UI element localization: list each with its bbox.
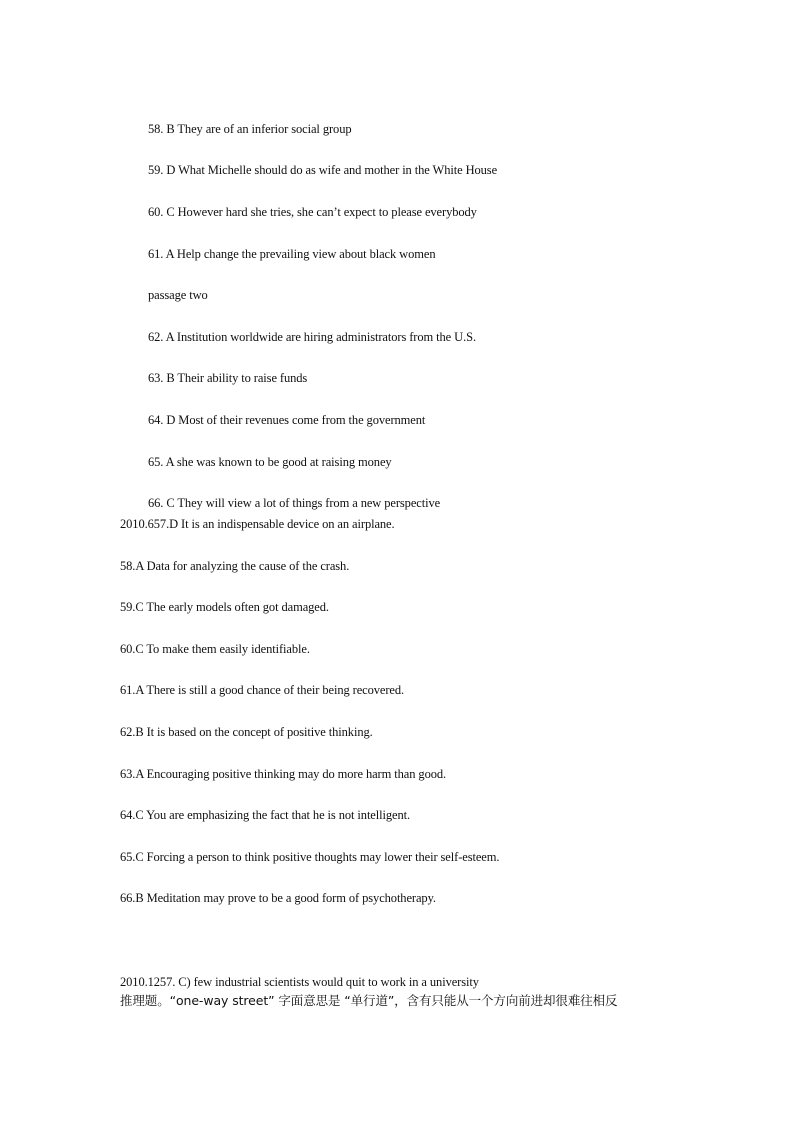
answer-line: 65.C Forcing a person to think positive thoughts may lower their self-esteem. [120,850,500,864]
answer-line: 63. B Their ability to raise funds [148,371,308,385]
answer-line: 61.A There is still a good chance of their being recovered. [120,683,405,697]
answer-line: 64.C You are emphasizing the fact that he is not intelligent. [120,808,411,822]
explanation-text: 推理题。“one-way street” 字面意思是 “单行道”，含有只能从一个方向前进却很难往相反 [120,993,618,1008]
answer-line: 2010.1257. C) few industrial scientists would quit to work in a university [120,975,479,989]
answer-line: 59. D What Michelle should do as wife and mother in the White House [148,163,498,177]
answer-line: 58. B They are of an inferior social group [148,122,352,136]
answer-line: 59.C The early models often got damaged. [120,600,329,614]
answer-line: 63.A Encouraging positive thinking may do more harm than good. [120,767,447,781]
answer-line: 60. C However hard she tries, she can’t expect to please everybody [148,205,477,219]
answer-line: 66. C They will view a lot of things from a new perspective [148,496,441,510]
answer-line: 61. A Help change the prevailing view about black women [148,247,436,261]
answer-line: 66.B Meditation may prove to be a good form of psychotherapy. [120,891,436,905]
answer-line: 62.B It is based on the concept of positive thinking. [120,725,373,739]
answer-line: 2010.657.D It is an indispensable device on an airplane. [120,517,395,531]
section-heading: passage two [148,288,208,302]
answer-line: 60.C To make them easily identifiable. [120,642,310,656]
answer-line: 62. A Institution worldwide are hiring administrators from the U.S. [148,330,476,344]
answer-line: 65. A she was known to be good at raising money [148,455,392,469]
answer-line: 58.A Data for analyzing the cause of the crash. [120,559,350,573]
answer-line: 64. D Most of their revenues come from the government [148,413,426,427]
